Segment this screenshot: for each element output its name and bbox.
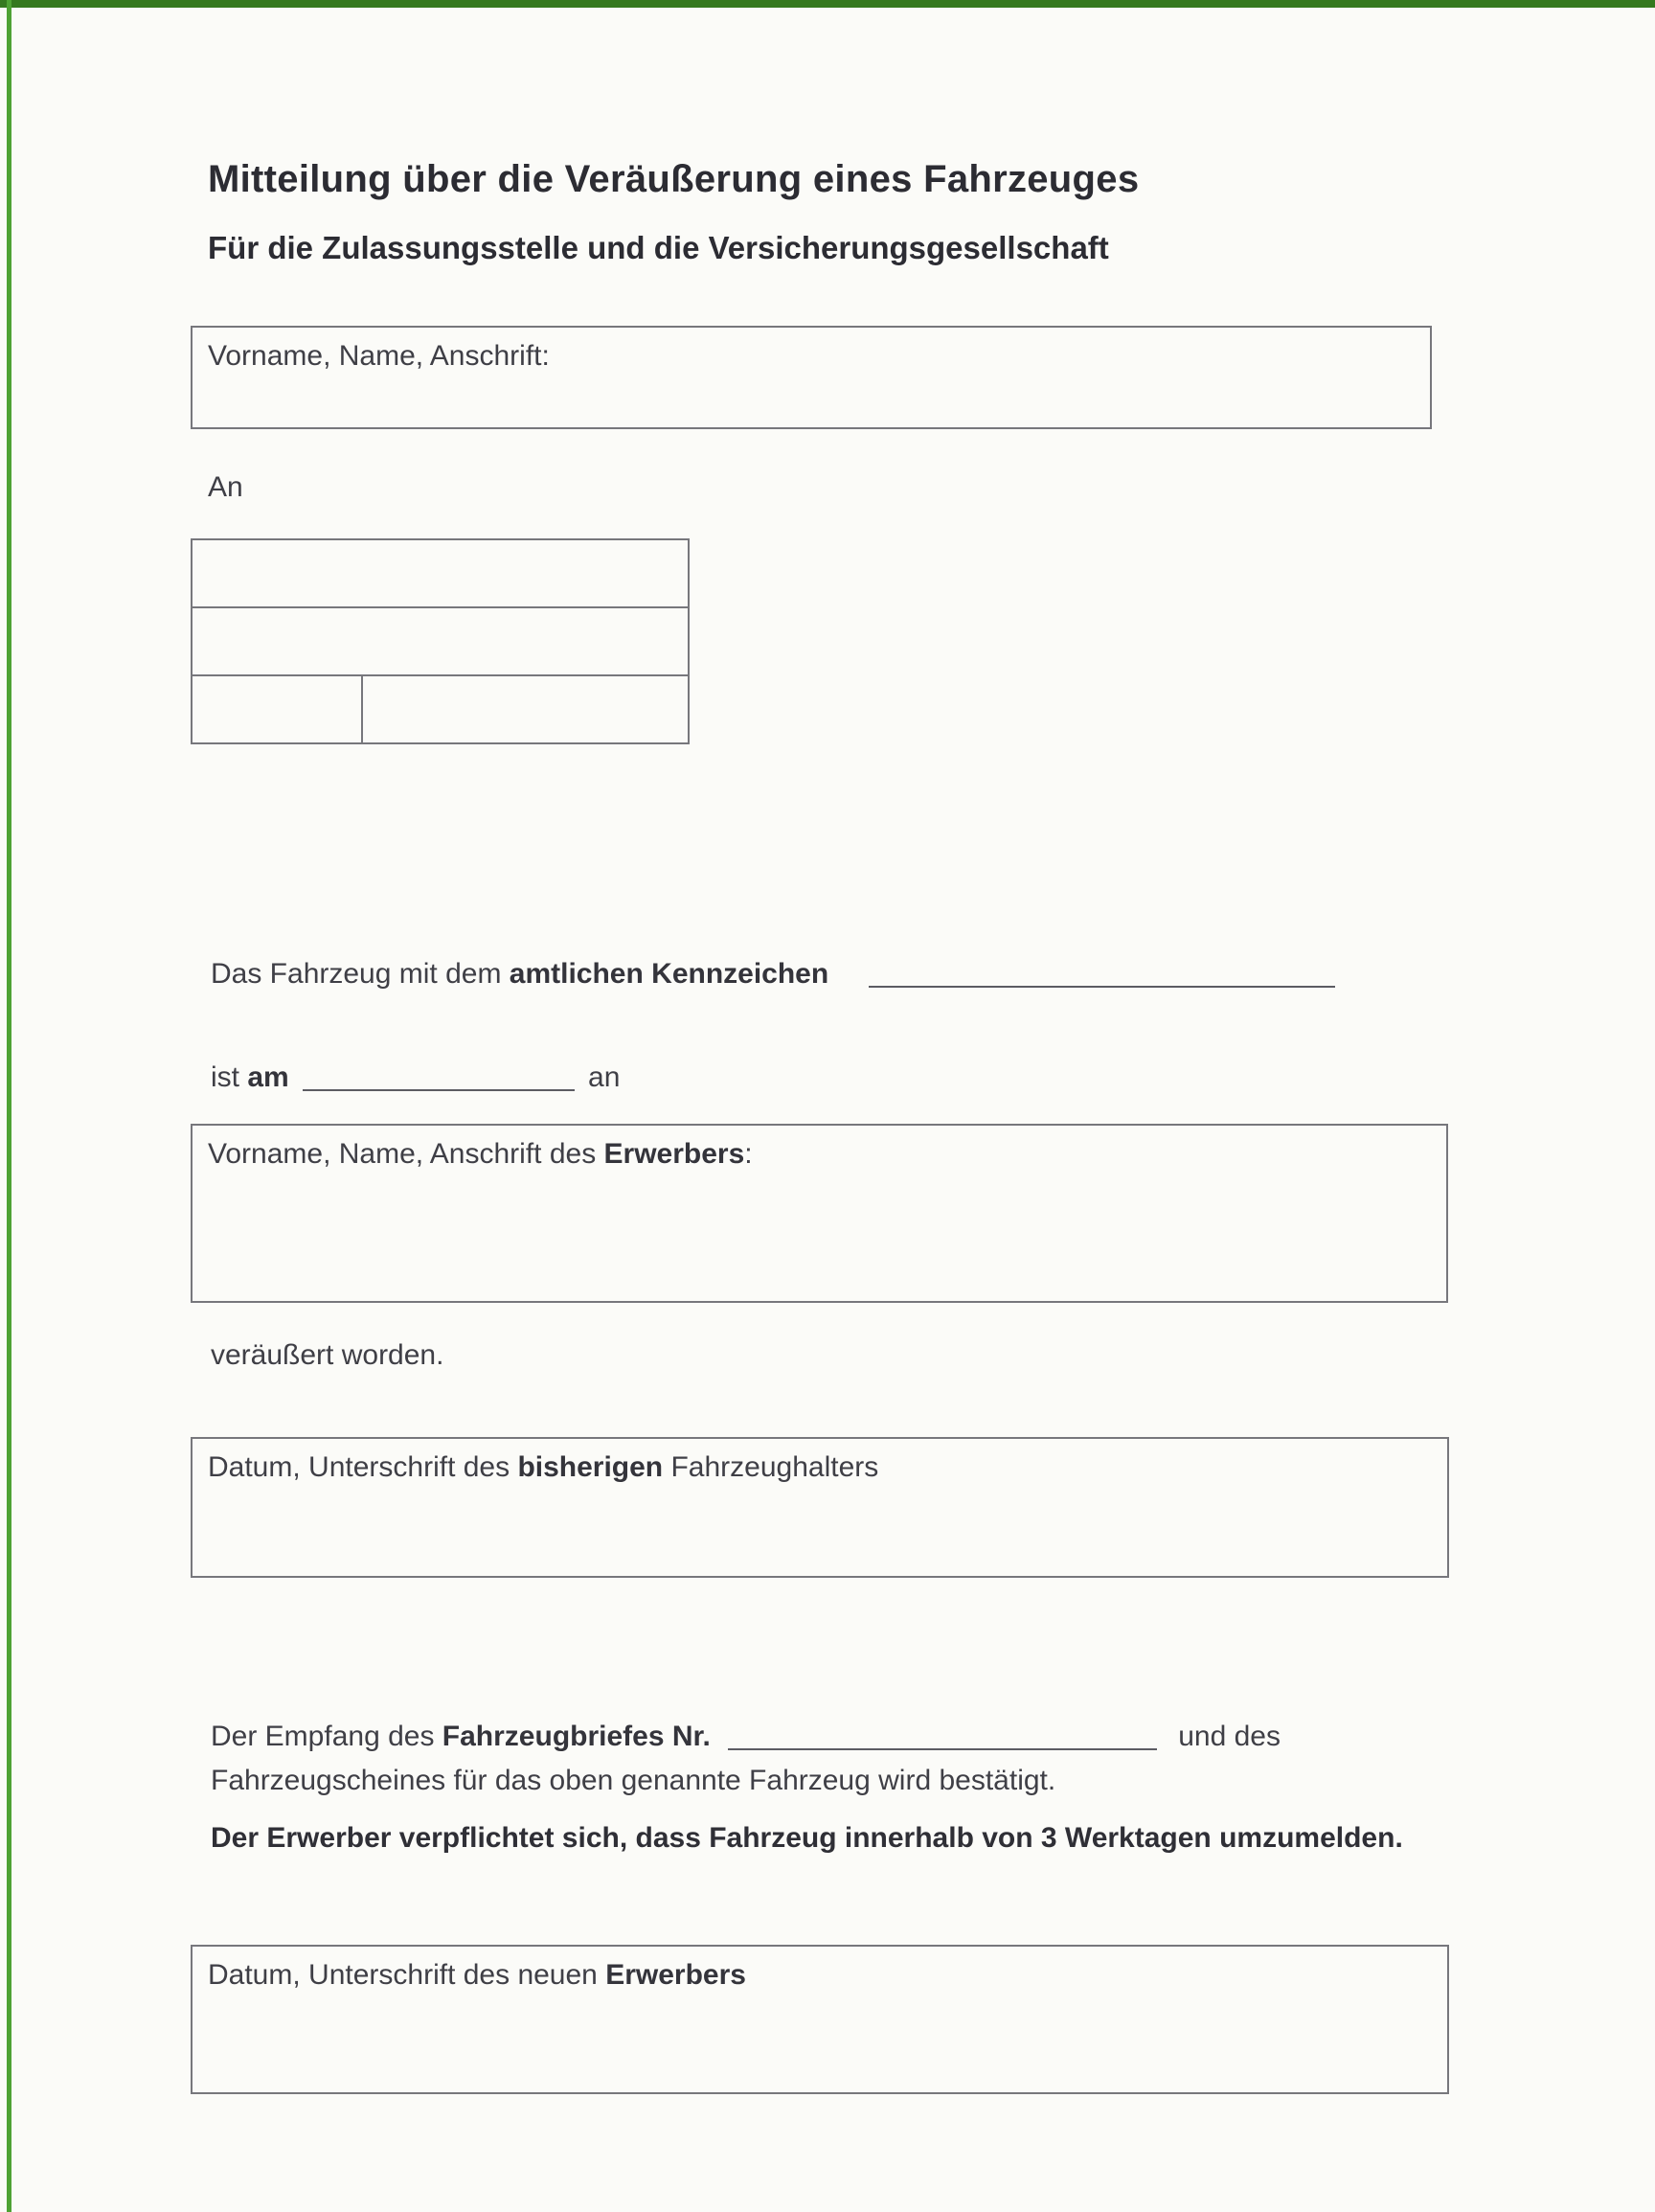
date-sentence-text: ist: [211, 1061, 248, 1093]
page-accent-top-border: [0, 0, 1655, 8]
seller-address-box[interactable]: [191, 326, 1432, 429]
buyer-address-box[interactable]: [191, 1124, 1448, 1303]
buyer-signature-label-text: Datum, Unterschrift des neuen: [208, 1959, 606, 1991]
buyer-address-box-label: [193, 1126, 1446, 1183]
seller-signature-label-suffix: Fahrzeughalters: [663, 1451, 879, 1483]
seller-signature-box-label: [193, 1439, 1447, 1496]
kennzeichen-blank-line[interactable]: [869, 986, 1335, 988]
sold-statement: veräußert worden.: [211, 1339, 444, 1371]
buyer-address-label-text: Vorname, Name, Anschrift des: [208, 1138, 604, 1170]
date-sentence-suffix: an: [579, 1061, 621, 1093]
seller-address-label-text: Vorname, Name, Anschrift:: [208, 340, 550, 372]
buyer-address-label-colon: :: [744, 1138, 753, 1170]
obligation-paragraph: Der Erwerber verpflichtet sich, dass Fahrzeug innerhalb von 3 Werktagen umzumelden.: [211, 1822, 1403, 1854]
receipt-line-1-suffix: und des: [1169, 1721, 1281, 1752]
recipient-address-line-3: [193, 674, 688, 742]
seller-signature-label-bold: bisherigen: [517, 1451, 664, 1483]
kennzeichen-sentence-text: Das Fahrzeug mit dem: [211, 958, 510, 990]
form-title: Mitteilung über die Veräußerung eines Fahrzeuges: [208, 158, 1140, 200]
buyer-signature-label-bold: Erwerbers: [605, 1959, 746, 1991]
briefnummer-blank-line[interactable]: [728, 1748, 1157, 1750]
buyer-address-label-bold: Erwerbers: [603, 1138, 745, 1170]
recipient-address-line-1[interactable]: [193, 540, 688, 606]
date-blank-line[interactable]: [303, 1089, 575, 1091]
kennzeichen-sentence: [211, 958, 1335, 991]
date-sentence: [211, 1061, 620, 1094]
recipient-city-cell[interactable]: [363, 676, 688, 742]
receipt-line-1: [211, 1715, 1281, 1759]
receipt-line-1-text: Der Empfang des: [211, 1721, 442, 1752]
seller-signature-box[interactable]: [191, 1437, 1449, 1578]
receipt-line-2: Fahrzeugscheines für das oben genannte Fahrzeug wird bestätigt.: [211, 1765, 1056, 1796]
buyer-signature-box-label: [193, 1947, 1447, 2004]
recipient-address-line-2[interactable]: [193, 606, 688, 674]
buyer-signature-box[interactable]: [191, 1945, 1449, 2094]
date-sentence-bold: am: [247, 1061, 289, 1093]
form-subtitle: Für die Zulassungsstelle und die Versicherungsgesellschaft: [208, 230, 1109, 265]
recipient-postal-code-cell[interactable]: [193, 676, 363, 742]
receipt-line-1-bold: Fahrzeugbriefes Nr.: [442, 1721, 711, 1752]
seller-address-box-label: [193, 328, 1430, 385]
recipient-address-table: [191, 538, 690, 744]
seller-signature-label-text: Datum, Unterschrift des: [208, 1451, 518, 1483]
page-accent-left-border: [7, 0, 11, 2212]
recipient-label: An: [208, 471, 243, 503]
receipt-paragraph: [211, 1715, 1281, 1803]
kennzeichen-sentence-bold: amtlichen Kennzeichen: [509, 958, 829, 990]
